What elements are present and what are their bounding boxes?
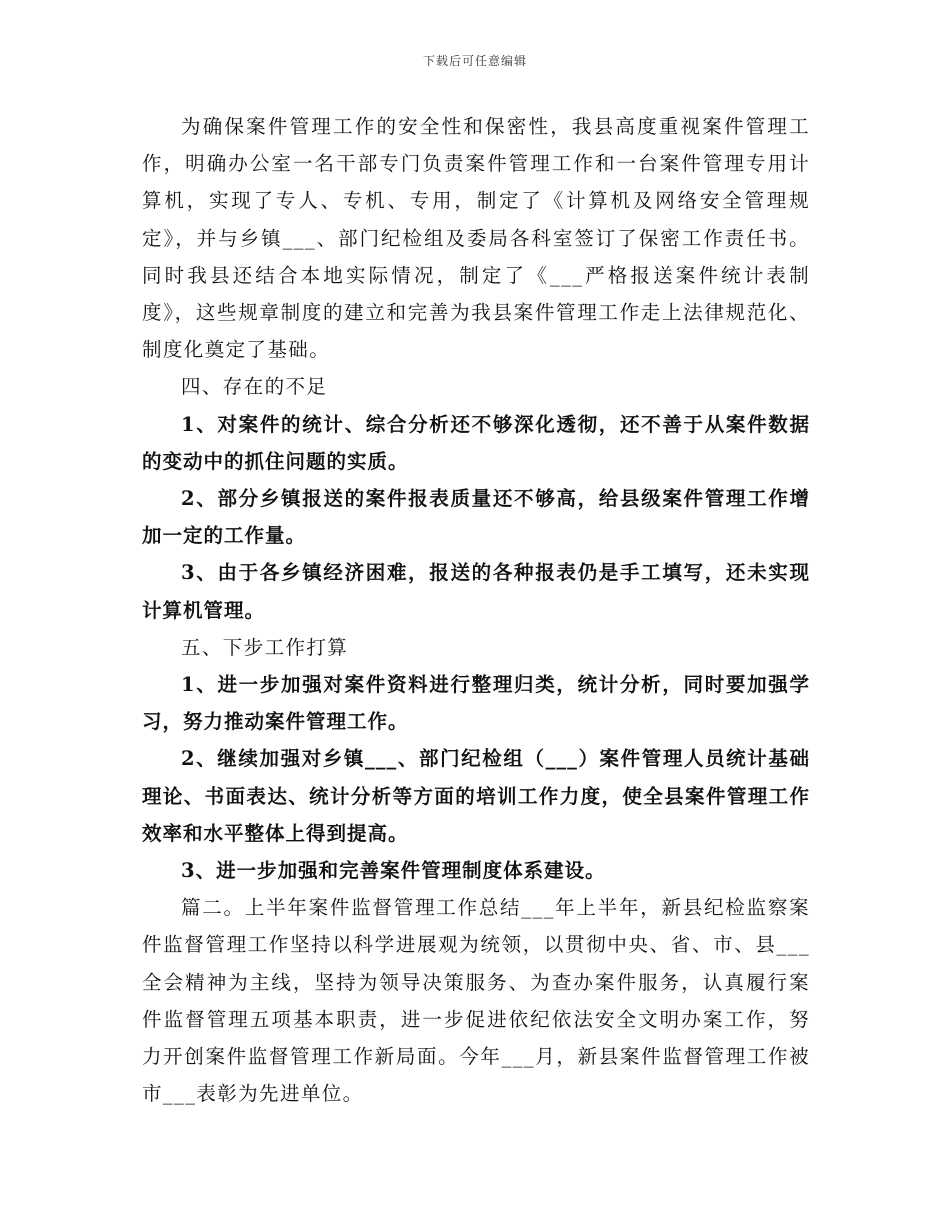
shortcoming-item-3: 3、由于各乡镇经济困难，报送的各种报表仍是手工填写，还未实现计算机管理。 bbox=[142, 561, 810, 622]
shortcoming-item-2: 2、部分乡镇报送的案件报表质量还不够高，给县级案件管理工作增加一定的工作量。 bbox=[142, 487, 810, 548]
document-body bbox=[142, 108, 810, 1112]
paragraph-confidentiality: 为确保案件管理工作的安全性和保密性，我县高度重视案件管理工作，明确办公室一名干部专门负责案件管理工作和一台案件管理专用计算机，实现了专人、专机、专用，制定了《计算机及网络安全管理规定》，并与乡镇___、部门纪检组及委局各科室签订了保密工作责任书。同时我县还结合本地实际情况，制定了《___严格报送案件统计表制度》，这些规章制度的建立和完善为我县案件管理工作走上法律规范化、制度化奠定了基础。 bbox=[142, 115, 810, 362]
section-heading-next-steps: 五、下步工作打算 bbox=[181, 635, 349, 659]
shortcoming-item-1: 1、对案件的统计、综合分析还不够深化透彻，还不善于从案件数据的变动中的抓住问题的实质。 bbox=[142, 412, 810, 473]
page-header-note: 下载后可任意编辑 bbox=[422, 54, 527, 68]
next-step-item-1: 1、进一步加强对案件资料进行整理归类，统计分析，同时要加强学习，努力推动案件管理工作。 bbox=[142, 673, 810, 734]
section-heading-shortcomings: 四、存在的不足 bbox=[181, 375, 328, 399]
next-step-item-3: 3、进一步加强和完善案件管理制度体系建设。 bbox=[181, 859, 606, 883]
paragraph-part-two: 篇二。上半年案件监督管理工作总结___年上半年，新县纪检监察案件监督管理工作坚持以科学进展观为统领，以贯彻中央、省、市、县___全会精神为主线，坚持为领导决策服务、为查办案件服务，认真履行案件监督管理五项基本职责，进一步促进依纪依法安全文明办案工作，努力开创案件监督管理工作新局面。今年___月，新县案件监督管理工作被市___表彰为先进单位。 bbox=[142, 896, 810, 1106]
next-step-item-2: 2、继续加强对乡镇___、部门纪检组（___）案件管理人员统计基础理论、书面表达、统计分析等方面的培训工作力度，使全县案件管理工作效率和水平整体上得到提高。 bbox=[142, 747, 810, 845]
